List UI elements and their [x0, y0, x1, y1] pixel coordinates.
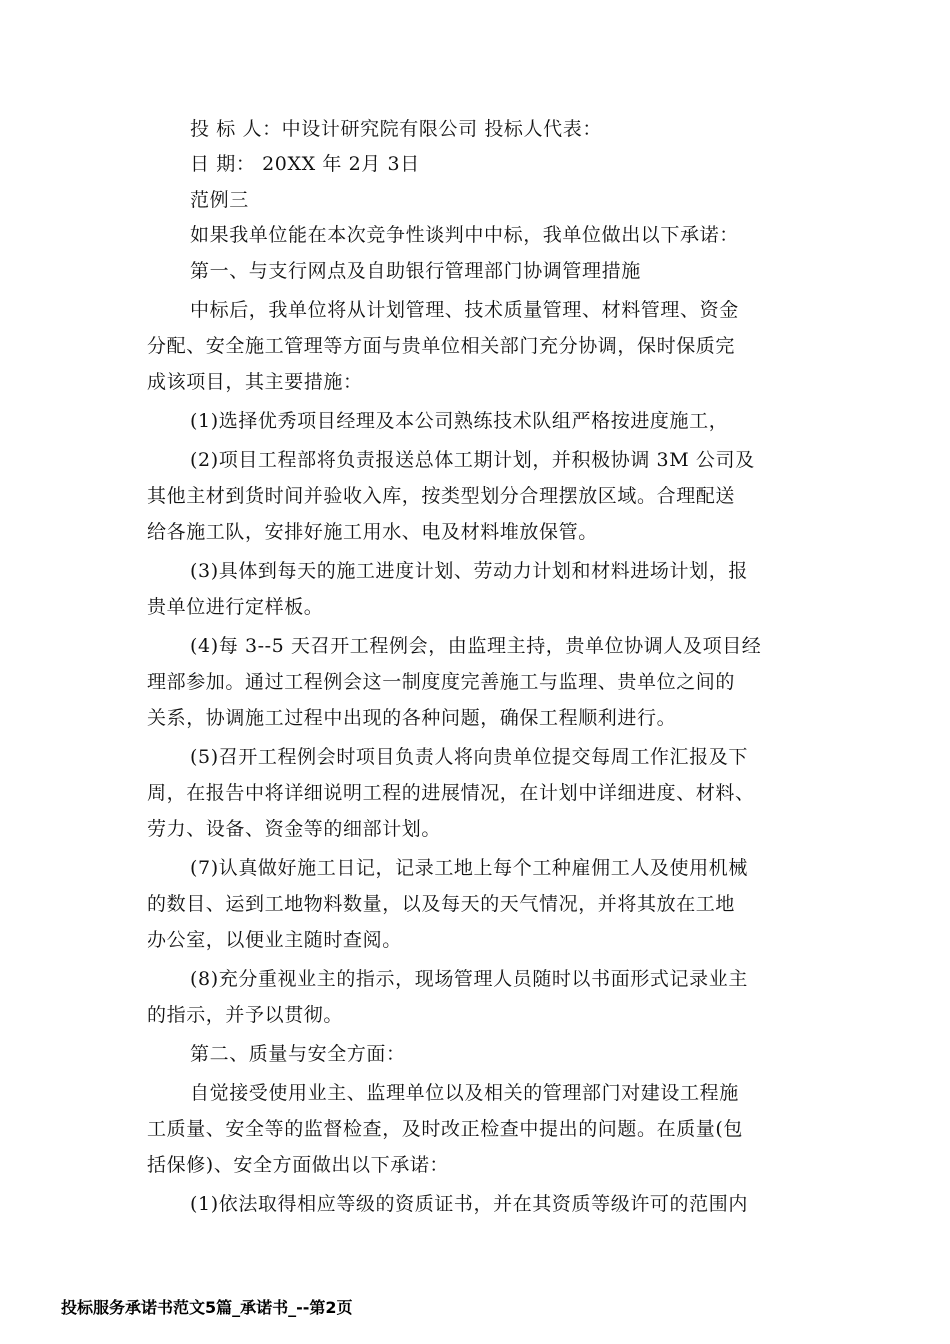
list-item-2: (2)项目工程部将负责报送总体工期计划，并积极协调 3M 公司及: [190, 449, 755, 471]
list-item-5: (5)召开工程例会时项目负责人将向贵单位提交每周工作汇报及下: [190, 746, 748, 768]
list-item-3: (3)具体到每天的施工进度计划、劳动力计划和材料进场计划，报: [190, 560, 748, 582]
section-heading-2: 第二、质量与安全方面：: [190, 1043, 406, 1065]
list-item-8: (8)充分重视业主的指示，现场管理人员随时以书面形式记录业主: [190, 968, 748, 990]
paragraph-line: 办公室，以便业主随时查阅。: [147, 929, 402, 951]
paragraph-line: 理部参加。通过工程例会这一制度度完善施工与监理、贵单位之间的: [147, 671, 736, 693]
list-item-7: (7)认真做好施工日记，记录工地上每个工种雇佣工人及使用机械: [190, 857, 748, 879]
paragraph-line: 中标后，我单位将从计划管理、技术质量管理、材料管理、资金: [190, 299, 739, 321]
paragraph-line: 自觉接受使用业主、监理单位以及相关的管理部门对建设工程施: [190, 1082, 739, 1104]
list-item-4: (4)每 3--5 天召开工程例会，由监理主持，贵单位协调人及项目经: [190, 635, 762, 657]
paragraph-line: 关系，协调施工过程中出现的各种问题，确保工程顺利进行。: [147, 707, 677, 729]
paragraph-line: 其他主材到货时间并验收入库，按类型划分合理摆放区域。合理配送: [147, 485, 736, 507]
paragraph-line: 的数目、运到工地物料数量，以及每天的天气情况，并将其放在工地: [147, 893, 736, 915]
paragraph-line: 如果我单位能在本次竞争性谈判中中标，我单位做出以下承诺：: [190, 224, 739, 246]
paragraph-line: 给各施工队，安排好施工用水、电及材料堆放保管。: [147, 521, 598, 543]
paragraph-line: 成该项目，其主要措施：: [147, 371, 363, 393]
paragraph-line: 括保修)、安全方面做出以下承诺：: [147, 1154, 450, 1176]
date-line: 日 期： 20XX 年 2月 3日: [190, 153, 420, 175]
list-item-1: (1)选择优秀项目经理及本公司熟练技术队组严格按进度施工，: [190, 410, 729, 432]
paragraph-line: 分配、安全施工管理等方面与贵单位相关部门充分协调，保时保质完: [147, 335, 736, 357]
section-heading-1: 第一、与支行网点及自助银行管理部门协调管理措施: [190, 260, 641, 282]
page-footer: 投标服务承诺书范文5篇_承诺书_--第2页: [61, 1298, 353, 1317]
paragraph-line: 周，在报告中将详细说明工程的进展情况，在计划中详细进度、材料、: [147, 782, 755, 804]
paragraph-line: 工质量、安全等的监督检查，及时改正检查中提出的问题。在质量(包: [147, 1118, 744, 1140]
example-heading: 范例三: [190, 189, 249, 211]
bidder-line: 投 标 人：中设计研究院有限公司 投标人代表：: [190, 118, 602, 140]
list-item-1b: (1)依法取得相应等级的资质证书，并在其资质等级许可的范围内: [190, 1193, 748, 1215]
paragraph-line: 劳力、设备、资金等的细部计划。: [147, 818, 442, 840]
paragraph-line: 的指示，并予以贯彻。: [147, 1004, 344, 1026]
paragraph-line: 贵单位进行定样板。: [147, 596, 324, 618]
